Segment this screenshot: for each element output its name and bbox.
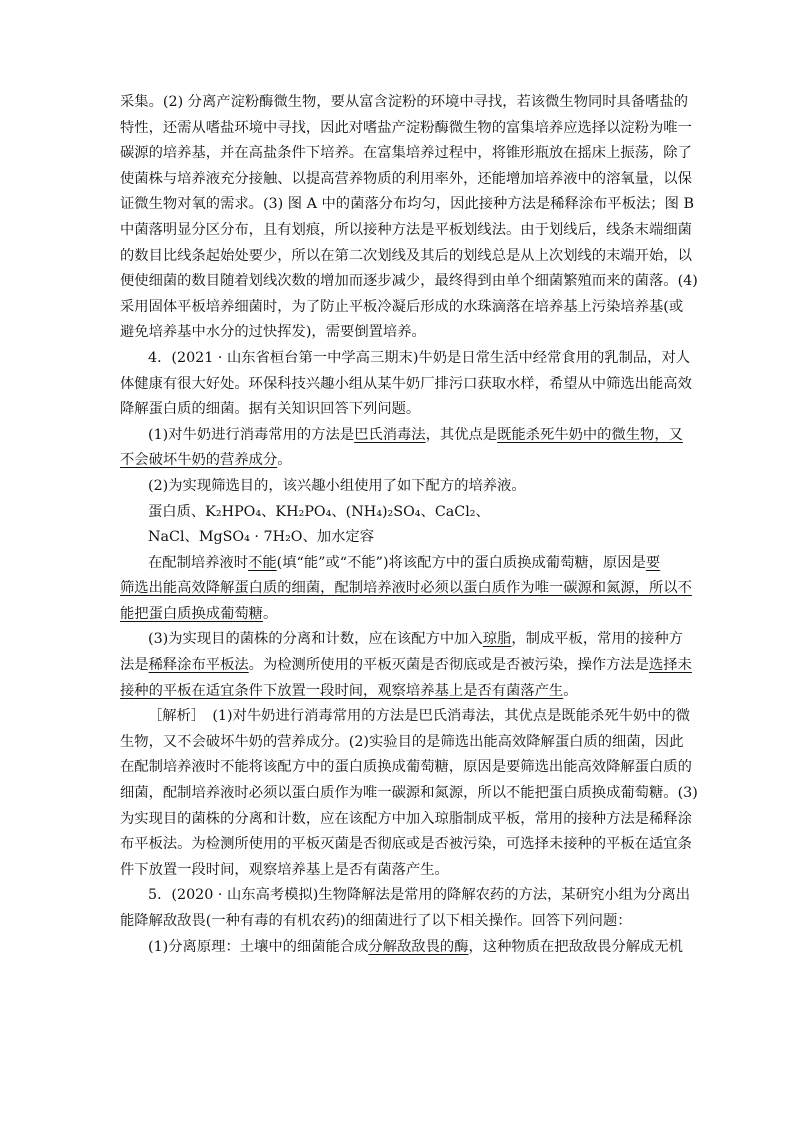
- text-run: 法是: [120, 657, 149, 674]
- text-run: 蛋白质、K₂HPO₄、KH₂PO₄、(NH₄)₂SO₄、CaCl₂、: [148, 503, 490, 520]
- text-run: 。: [262, 605, 278, 622]
- underlined-answer: 稀释涂布平板法: [148, 657, 249, 674]
- text-run: 4．(2021 · 山东省桓台第一中学高三期末)牛奶是日常生活中经常食用的乳制品，对人: [148, 349, 691, 366]
- text-run: 碳源的培养基，并在高盐条件下培养。在富集培养过程中，将锥形瓶放在摇床上振荡，除了: [120, 145, 692, 162]
- text-line: [120, 755, 692, 781]
- text-line: [120, 909, 675, 935]
- text-line: [120, 141, 692, 167]
- text-line: [120, 423, 683, 449]
- underlined-answer: 选择未: [648, 657, 692, 674]
- text-line: [120, 269, 698, 295]
- text-run: 能降解敌敌畏(一种有毒的有机农药)的细菌进行了以下相关操作。回答下列问题：: [120, 913, 632, 929]
- underlined-answer: 接种的平板在适宜条件下放置一段时间，观察培养基上是否有菌落产生: [120, 682, 564, 699]
- text-line: [120, 90, 689, 116]
- underlined-answer: 琼脂: [482, 631, 512, 648]
- text-run: (填“能”或“不能”)将该配方中的蛋白质换成葡萄糖，原因是: [276, 554, 646, 571]
- text-run: (2)为实现筛选目的，该兴趣小组使用了如下配方的培养液。: [148, 477, 526, 494]
- text-run: 。: [563, 682, 578, 699]
- text-line: [120, 397, 675, 423]
- text-run: (3)为实现目的菌株的分离和计数，应在该配方中加入: [148, 631, 483, 648]
- text-line: [120, 858, 675, 884]
- text-run: 细菌，配制培养液时必须以蛋白质作为唯一碳源和氮源，所以不能把蛋白质换成葡萄糖。(3): [120, 785, 698, 802]
- text-run: 5．(2020 · 山东高考模拟)生物降解法是常用的降解农药的方法，某研究小组为分离出: [148, 887, 691, 904]
- text-line: [120, 192, 694, 218]
- text-line: [120, 372, 692, 398]
- text-run: 为实现目的菌株的分离和计数，应在该配方中加入琼脂制成平板，常用的接种方法是稀释涂: [120, 810, 692, 827]
- text-line: [120, 116, 692, 142]
- text-line: [120, 576, 692, 602]
- text-run: 避免培养基中水分的过快挥发)，需要倒置培养。: [120, 324, 426, 341]
- text-line: [120, 295, 684, 321]
- text-run: ［解析］ (1)对牛奶进行消毒常用的方法是巴氏消毒法，其优点是既能杀死牛奶中的微: [148, 708, 691, 725]
- text-line: [120, 500, 675, 526]
- text-line: [120, 167, 692, 193]
- underlined-answer: 要: [645, 554, 661, 571]
- text-run: 在配制培养液时不能将该配方中的蛋白质换成葡萄糖，原因是要筛选出能高效降解蛋白质的: [120, 759, 692, 776]
- text-run: 。: [277, 452, 292, 469]
- underlined-answer: 既能杀死牛奶中的微生物，又: [497, 426, 683, 443]
- text-line: [120, 704, 691, 730]
- text-line: [120, 474, 675, 500]
- underlined-answer: 分解敌敌畏的酶: [368, 938, 469, 955]
- text-run: 证微生物对氧的需求。(3) 图 A 中的菌落分布均匀，因此接种方法是稀释涂布平板法；图 B: [120, 196, 694, 213]
- text-run: 布平板法。为检测所使用的平板灭菌是否彻底或是否被污染，可选择未接种的平板在适宜条: [120, 836, 692, 853]
- underlined-answer: 巴氏消毒法: [354, 426, 426, 443]
- underlined-answer: 筛选出能高效降解蛋白质的细菌，配制培养液时必须以蛋白质作为唯一碳源和氮源，所以不: [120, 580, 692, 597]
- text-line: [120, 832, 692, 858]
- text-line: [120, 653, 692, 679]
- text-line: [120, 218, 692, 244]
- underlined-answer: 能把蛋白质换成葡萄糖: [120, 605, 263, 622]
- text-run: ，其优点是: [425, 426, 498, 443]
- text-line: [120, 602, 675, 628]
- text-run: 降解蛋白质的细菌。据有关知识回答下列问题。: [120, 401, 421, 418]
- text-run: 的数目比线条起始处要少，所以在第二次划线及其后的划线总是从上次划线的末端开始，以: [120, 247, 692, 264]
- text-run: 中菌落明显分区分布，且有划痕，所以接种方法是平板划线法。由于划线后，线条末端细菌: [120, 221, 692, 238]
- text-run: 便使细菌的数目随着划线次数的增加而逐步减少，最终得到由单个细菌繁殖而来的菌落。(4): [120, 273, 698, 290]
- text-line: [120, 730, 684, 756]
- text-run: (1)分离原理：土壤中的细菌能合成: [148, 938, 369, 955]
- text-run: NaCl、MgSO₄ · 7H₂O、加水定容: [148, 529, 375, 546]
- text-line: [120, 627, 683, 653]
- text-run: 特性，还需从嗜盐环境中寻找，因此对嗜盐产淀粉酶微生物的富集培养应选择以淀粉为唯一: [120, 119, 692, 136]
- text-line: [120, 320, 675, 346]
- text-run: 件下放置一段时间，观察培养基上是否有菌落产生。: [120, 861, 449, 878]
- text-run: 使菌株与培养液充分接触、以提高营养物质的利用率外，还能增加培养液中的溶氧量，以保: [120, 170, 692, 187]
- text-line: [120, 883, 691, 909]
- text-line: [120, 781, 698, 807]
- text-line: [120, 679, 675, 705]
- text-line: [120, 244, 692, 270]
- text-run: 生物，又不会破坏牛奶的营养成分。(2)实验目的是筛选出能高效降解蛋白质的细菌，因此: [120, 733, 684, 750]
- document-body: [120, 90, 698, 960]
- text-run: 在配制培养液时: [148, 554, 249, 571]
- text-run: 采用固体平板培养细菌时，为了防止平板冷凝后形成的水珠滴落在培养基上污染培养基(或: [120, 298, 684, 315]
- text-run: ，这种物质在把敌敌畏分解成无机: [468, 938, 683, 955]
- text-run: 采集。(2) 分离产淀粉酶微生物，要从富含淀粉的环境中寻找，若该微生物同时具备嗜盐的: [120, 94, 689, 110]
- text-line: [120, 935, 683, 961]
- text-run: (1)对牛奶进行消毒常用的方法是: [148, 426, 355, 443]
- text-run: 体健康有很大好处。环保科技兴趣小组从某牛奶厂排污口获取水样，希望从中筛选出能高效: [120, 375, 692, 392]
- text-line: [120, 551, 675, 577]
- text-run: ，制成平板，常用的接种方: [511, 631, 683, 648]
- text-run: 。为检测所使用的平板灭菌是否彻底或是否被污染，操作方法是: [248, 657, 649, 674]
- text-line: [120, 448, 675, 474]
- underlined-answer: 不会破坏牛奶的营养成分: [120, 452, 278, 469]
- text-line: [120, 807, 692, 833]
- text-line: [120, 346, 691, 372]
- text-line: [120, 525, 675, 551]
- underlined-answer: 不能: [248, 554, 277, 571]
